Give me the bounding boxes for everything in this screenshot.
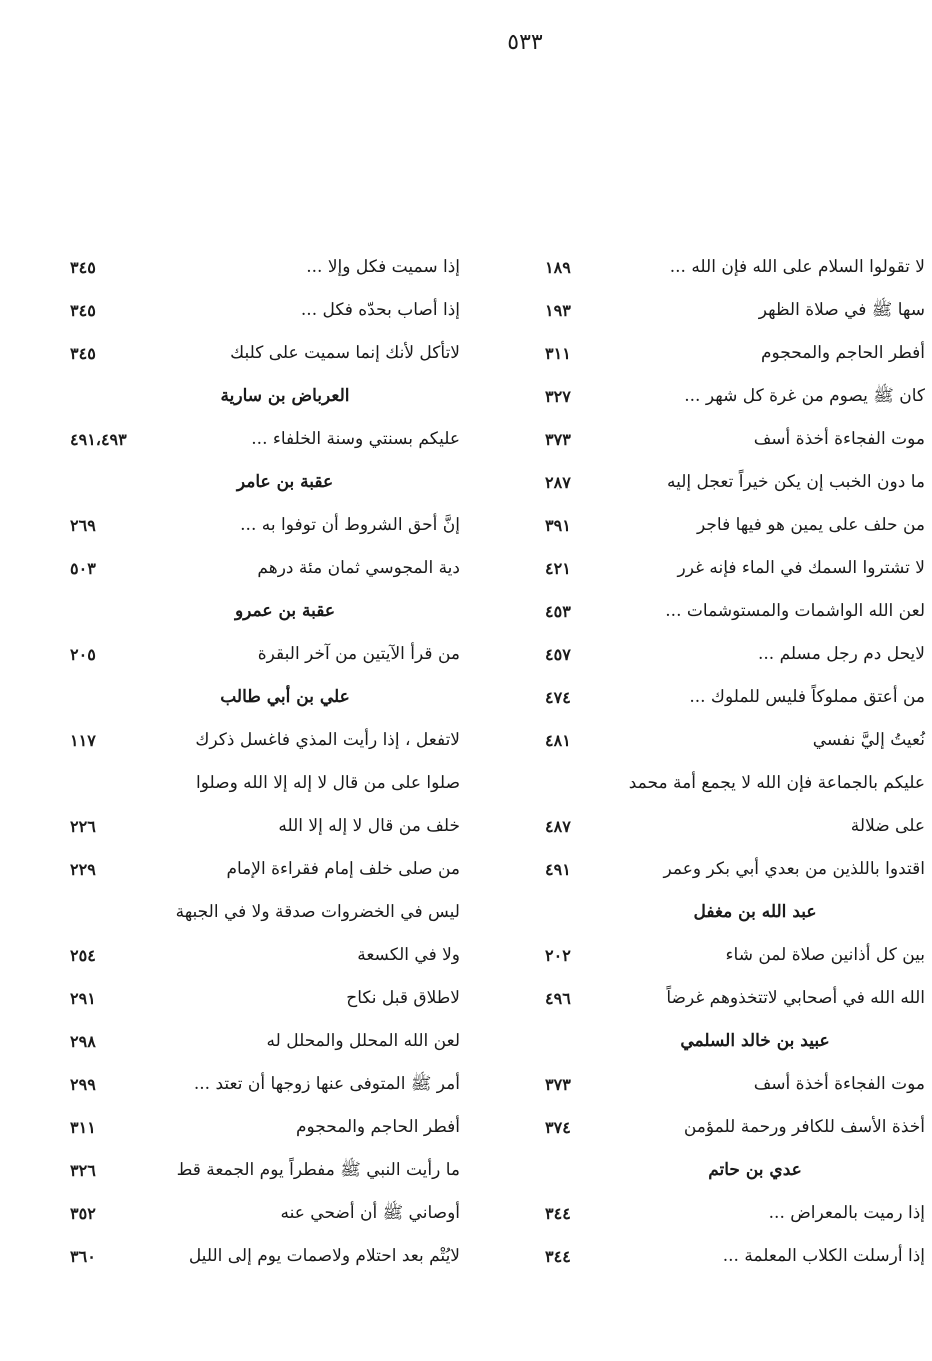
hadith-text: من أعتق مملوكاً فليس للملوك ... bbox=[689, 687, 925, 707]
page-reference: ٢٢٦ bbox=[70, 817, 96, 836]
hadith-text: دية المجوسي ثمان مئة درهم bbox=[257, 558, 460, 578]
hadith-entry bbox=[70, 289, 460, 332]
hadith-text: أفطر الحاجم والمحجوم bbox=[295, 1117, 460, 1137]
hadith-text: صلوا على من قال لا إله إلا الله وصلوا bbox=[196, 773, 460, 793]
hadith-entry bbox=[545, 676, 925, 719]
page-reference: ٥٠٣ bbox=[70, 559, 96, 578]
hadith-entry bbox=[545, 461, 925, 504]
hadith-text: من صلى خلف إمام فقراءة الإمام bbox=[226, 859, 460, 879]
hadith-text: أوصاني ﷺ أن أضحي عنه bbox=[280, 1203, 460, 1223]
page-reference: ٤٩٦ bbox=[545, 989, 571, 1008]
hadith-text: لاتفعل ، إذا رأيت المذي فاغسل ذكرك bbox=[195, 730, 460, 750]
page-reference: ١١٧ bbox=[70, 731, 96, 750]
hadith-text: لايحل دم رجل مسلم ... bbox=[757, 644, 925, 664]
narrator-heading: عقبة بن عمرو bbox=[234, 601, 336, 621]
page-reference: ٤٩١ bbox=[545, 860, 571, 879]
hadith-entry bbox=[70, 805, 460, 848]
page-reference: ٤٥٧ bbox=[545, 645, 571, 664]
hadith-text: من حلف على يمين هو فيها فاجر bbox=[697, 515, 925, 535]
page-reference: ٣٤٥ bbox=[70, 258, 96, 277]
hadith-entry bbox=[70, 246, 460, 289]
hadith-text: عليكم بسنتي وسنة الخلفاء ... bbox=[251, 429, 460, 449]
page-number: ٥٣٣ bbox=[507, 30, 543, 55]
hadith-entry bbox=[545, 805, 925, 848]
page-reference: ٣٦٠ bbox=[70, 1247, 96, 1266]
hadith-text: الله الله في أصحابي لاتتخذوهم غرضاً bbox=[666, 988, 925, 1008]
page-reference: ٣٢٧ bbox=[545, 387, 571, 406]
hadith-text: لايُتْم بعد احتلام ولاصمات يوم إلى الليل bbox=[188, 1246, 460, 1266]
narrator-heading: عدي بن حاتم bbox=[708, 1160, 802, 1180]
page-reference: ٤٨١ bbox=[545, 731, 571, 750]
hadith-text: سها ﷺ في صلاة الظهر bbox=[758, 300, 925, 320]
page-reference: ٢٩٨ bbox=[70, 1032, 96, 1051]
hadith-text: ما رأيت النبي ﷺ مفطراً يوم الجمعة قط bbox=[176, 1160, 460, 1180]
hadith-entry bbox=[70, 1192, 460, 1235]
hadith-text: لاتأكل لأنك إنما سميت على كلبك bbox=[230, 343, 460, 363]
narrator-heading: علي بن أبي طالب bbox=[220, 687, 350, 707]
page-reference: ٣٢٦ bbox=[70, 1161, 96, 1180]
hadith-entry bbox=[545, 1106, 925, 1149]
hadith-text: ولا في الكسعة bbox=[357, 945, 460, 965]
hadith-entry bbox=[545, 977, 925, 1020]
hadith-entry bbox=[70, 848, 460, 891]
index-column-right bbox=[545, 246, 925, 1278]
hadith-text: من قرأ الآيتين من آخر البقرة bbox=[257, 644, 460, 664]
hadith-entry bbox=[70, 1149, 460, 1192]
hadith-entry bbox=[70, 719, 460, 762]
hadith-entry bbox=[545, 375, 925, 418]
hadith-entry bbox=[70, 977, 460, 1020]
page-reference: ٤٥٣ bbox=[545, 602, 571, 621]
hadith-text: إذا أرسلت الكلاب المعلمة ... bbox=[722, 1246, 925, 1266]
hadith-entry bbox=[545, 633, 925, 676]
hadith-text: كان ﷺ يصوم من غرة كل شهر ... bbox=[684, 386, 925, 406]
hadith-text: خلف من قال لا إله إلا الله bbox=[278, 816, 460, 836]
page-reference: ٣٤٥ bbox=[70, 344, 96, 363]
hadith-entry bbox=[545, 934, 925, 977]
hadith-text: موت الفجاءة أخذة أسف bbox=[753, 1074, 925, 1094]
page-reference: ٣٧٣ bbox=[545, 430, 571, 449]
hadith-entry bbox=[70, 934, 460, 977]
hadith-entry bbox=[545, 418, 925, 461]
hadith-entry bbox=[545, 289, 925, 332]
page-reference: ٣٩١ bbox=[545, 516, 571, 535]
hadith-text: لا تقولوا السلام على الله فإن الله ... bbox=[669, 257, 925, 277]
hadith-text: إذا سميت فكل وإلا ... bbox=[306, 257, 460, 277]
hadith-entry bbox=[70, 633, 460, 676]
hadith-text: اقتدوا باللذين من بعدي أبي بكر وعمر bbox=[663, 859, 925, 879]
hadith-entry bbox=[70, 1020, 460, 1063]
hadith-entry bbox=[545, 246, 925, 289]
hadith-entry bbox=[545, 590, 925, 633]
page-reference: ٤٢١ bbox=[545, 559, 571, 578]
page-reference: ٢٨٧ bbox=[545, 473, 571, 492]
hadith-entry bbox=[545, 547, 925, 590]
narrator-heading: عبد الله بن مغفل bbox=[693, 902, 817, 922]
hadith-text: لعن الله الواشمات والمستوشمات ... bbox=[665, 601, 925, 621]
hadith-text: على ضلالة bbox=[850, 816, 925, 836]
hadith-continued-line bbox=[70, 891, 460, 934]
hadith-text: إذا أصاب بحدّه فكل ... bbox=[300, 300, 460, 320]
hadith-entry bbox=[545, 848, 925, 891]
page-reference: ٣١١ bbox=[70, 1118, 96, 1137]
hadith-entry bbox=[545, 719, 925, 762]
page-reference: ٢٩١ bbox=[70, 989, 96, 1008]
page-reference: ٣٥٢ bbox=[70, 1204, 96, 1223]
page-reference: ٢٥٤ bbox=[70, 946, 96, 965]
narrator-heading: عبيد بن خالد السلمي bbox=[680, 1031, 830, 1051]
page-reference: ٣٧٣ bbox=[545, 1075, 571, 1094]
hadith-entry bbox=[70, 504, 460, 547]
hadith-entry bbox=[545, 1235, 925, 1278]
page-reference: ١٩٣ bbox=[545, 301, 571, 320]
hadith-entry bbox=[70, 418, 460, 461]
hadith-text: أخذة الأسف للكافر ورحمة للمؤمن bbox=[683, 1117, 925, 1137]
hadith-text: أفطر الحاجم والمحجوم bbox=[760, 343, 925, 363]
page-reference: ٣٤٤ bbox=[545, 1204, 571, 1223]
page-reference: ٢٦٩ bbox=[70, 516, 96, 535]
page-reference: ٢٠٥ bbox=[70, 645, 96, 664]
hadith-entry bbox=[70, 332, 460, 375]
hadith-text: لا تشتروا السمك في الماء فإنه غرر bbox=[677, 558, 925, 578]
page-reference: ٣٧٤ bbox=[545, 1118, 571, 1137]
page-reference: ٢٢٩ bbox=[70, 860, 96, 879]
hadith-entry bbox=[70, 1063, 460, 1106]
page-reference: ١٨٩ bbox=[545, 258, 571, 277]
page-reference: ٣٤٥ bbox=[70, 301, 96, 320]
narrator-heading: عقبة بن عامر bbox=[236, 472, 334, 492]
hadith-text: نُعيتُ إليَّ نفسي bbox=[812, 730, 925, 750]
index-column-left bbox=[70, 246, 460, 1278]
page-reference: ٤٨٧ bbox=[545, 817, 571, 836]
page-reference: ٤٧٤ bbox=[545, 688, 571, 707]
hadith-entry bbox=[70, 1235, 460, 1278]
page-reference: ٣١١ bbox=[545, 344, 571, 363]
hadith-text: إذا رميت بالمعراض ... bbox=[768, 1203, 925, 1223]
hadith-text: إنَّ أحق الشروط أن توفوا به ... bbox=[240, 515, 460, 535]
hadith-continued-line bbox=[545, 762, 925, 805]
hadith-entry bbox=[70, 547, 460, 590]
hadith-entry bbox=[70, 1106, 460, 1149]
narrator-heading: العرباض بن سارية bbox=[220, 386, 350, 406]
hadith-entry bbox=[545, 504, 925, 547]
hadith-text: ليس في الخضروات صدقة ولا في الجبهة bbox=[175, 902, 460, 922]
hadith-text: أمر ﷺ المتوفى عنها زوجها أن تعتد ... bbox=[193, 1074, 460, 1094]
hadith-text: بين كل أذانين صلاة لمن شاء bbox=[725, 945, 925, 965]
hadith-text: لاطلاق قبل نكاح bbox=[346, 988, 460, 1008]
hadith-entry bbox=[545, 1192, 925, 1235]
hadith-text: لعن الله المحلل والمحلل له bbox=[266, 1031, 460, 1051]
hadith-entry bbox=[545, 332, 925, 375]
page-reference: ٢٩٩ bbox=[70, 1075, 96, 1094]
hadith-text: ما دون الخبب إن يكن خيراً تعجل إليه bbox=[666, 472, 925, 492]
hadith-continued-line bbox=[70, 762, 460, 805]
hadith-text: عليكم بالجماعة فإن الله لا يجمع أمة محمد bbox=[628, 773, 925, 793]
hadith-entry bbox=[545, 1063, 925, 1106]
page-reference: ٣٤٤ bbox=[545, 1247, 571, 1266]
page-reference: ٢٠٢ bbox=[545, 946, 571, 965]
page-reference: ٤٩١،٤٩٣ bbox=[70, 430, 127, 449]
hadith-text: موت الفجاءة أخذة أسف bbox=[753, 429, 925, 449]
